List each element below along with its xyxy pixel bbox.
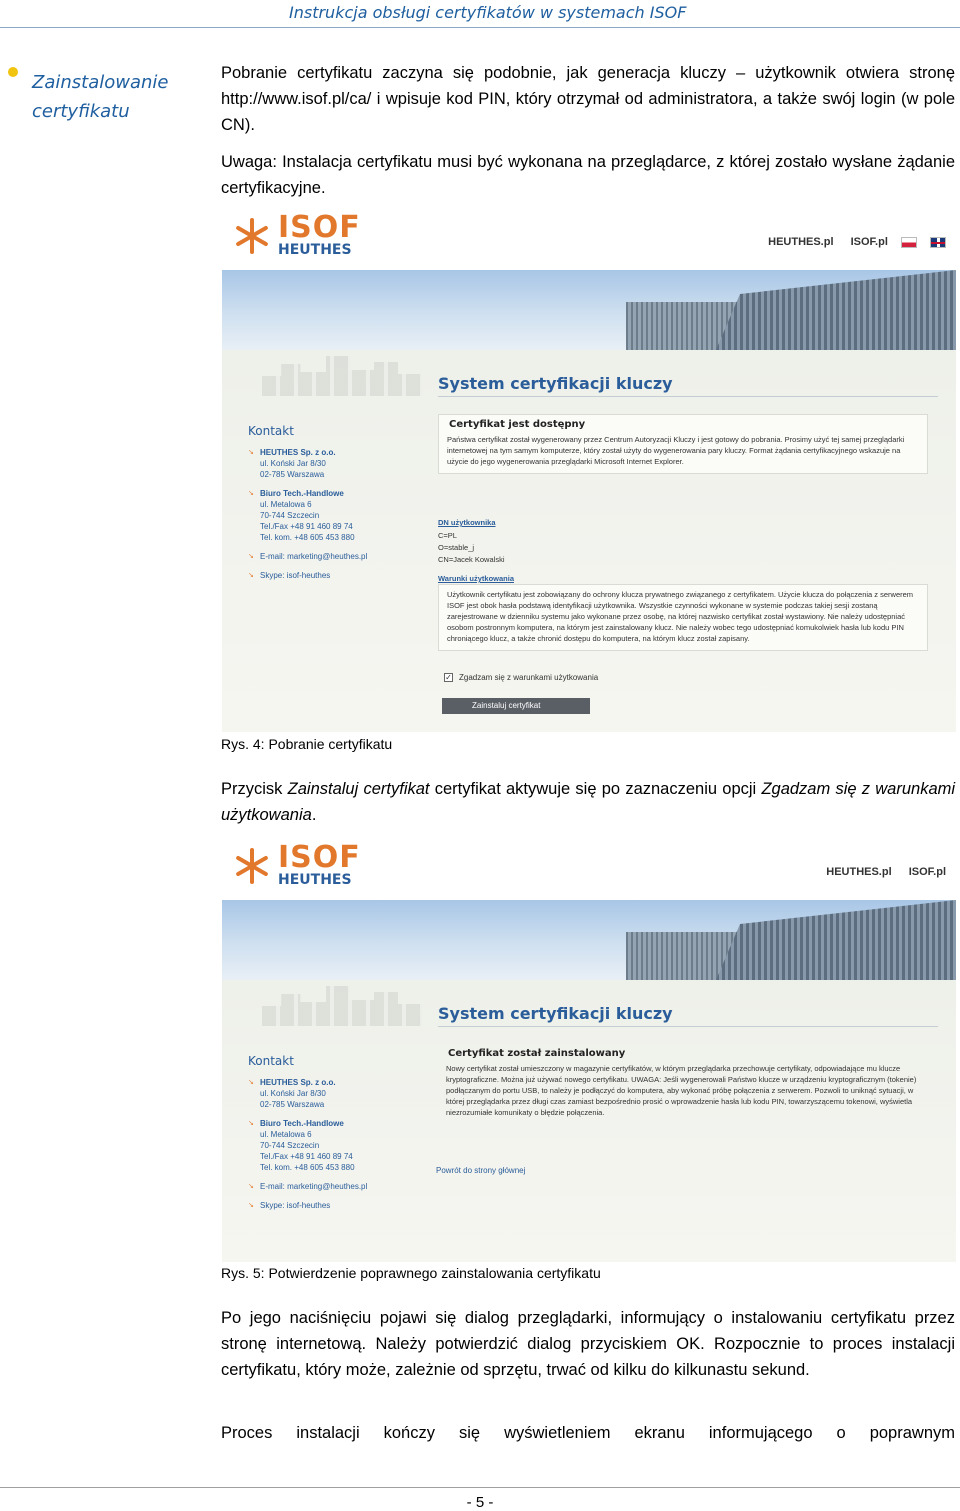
title-divider	[438, 396, 938, 397]
contact-block-office	[248, 1118, 428, 1173]
bullet-icon	[8, 67, 18, 77]
contact-block-hq	[248, 447, 428, 480]
p3-text-3: .	[311, 806, 317, 824]
site-header	[222, 838, 956, 900]
dn-o: O=stable_j	[438, 543, 475, 552]
p3-text-2: certyfikat aktywuje się po zaznaczeniu opcji	[429, 780, 762, 798]
office-tel: Tel./Fax +48 91 460 89 74	[260, 522, 353, 531]
terms-label: Warunki użytkowania	[438, 574, 514, 583]
office-city: 70-744 Szczecin	[260, 511, 320, 520]
header-divider	[0, 27, 960, 28]
p3-text-1: Przycisk	[221, 780, 288, 798]
top-links	[754, 236, 946, 248]
terms-panel	[438, 584, 928, 651]
contact-company: HEUTHES Sp. z o.o.	[260, 448, 336, 457]
terms-checkbox-label: Zgadzam się z warunkami użytkowania	[459, 673, 599, 682]
terms-checkbox-row[interactable]	[444, 673, 598, 682]
link-heuthes[interactable]: HEUTHES.pl	[826, 866, 892, 878]
skyline-decoration	[262, 986, 422, 1026]
install-certificate-button[interactable]: Zainstaluj certyfikat	[442, 698, 590, 714]
office-name: Biuro Tech.-Handlowe	[260, 489, 344, 498]
isof-logo	[232, 210, 361, 258]
figure-5-caption: Rys. 5: Potwierdzenie poprawnego zainstalowania certyfikatu	[221, 1265, 601, 1281]
office-name: Biuro Tech.-Handlowe	[260, 1119, 344, 1128]
link-isof[interactable]: ISOF.pl	[850, 236, 888, 248]
site-content	[222, 350, 956, 732]
contact-skype[interactable]: ↘ Skype: isof-heuthes	[248, 570, 428, 581]
logo-sub-text: HEUTHES	[278, 872, 352, 888]
contact-sidebar	[248, 426, 428, 589]
paragraph-button-info	[221, 776, 955, 828]
panel-text: Państwa certyfikat został wygenerowany przez Centrum Autoryzacji Kluczy i jest gotowy do pobrania. Prosimy użyć tej samej przeglądarki internetowej na tym samym komputerze, który został użyty do wygenerowania pary kluczy. Format żądania certyfikacyjnego wskazuje na użycie do jego wygenerowania przeglądarki Microsoft Internet Explorer.	[447, 435, 905, 466]
contact-block-hq	[248, 1077, 428, 1110]
dn-values	[438, 530, 528, 566]
office-street: ul. Metalowa 6	[260, 500, 312, 509]
contact-skype[interactable]: ↘ Skype: isof-heuthes	[248, 1200, 428, 1211]
site-content	[222, 980, 956, 1262]
contact-sidebar	[248, 1056, 428, 1219]
status-panel	[438, 1044, 928, 1124]
link-isof[interactable]: ISOF.pl	[908, 866, 946, 878]
dn-cn: CN=Jacek Kowalski	[438, 555, 505, 564]
back-to-home-link[interactable]: Powrót do strony głównej	[436, 1166, 526, 1175]
paragraph-dialog-info: Po jego naciśnięciu pojawi się dialog przeglądarki, informujący o instalowaniu certyfikatu przez stronę internetową. Należy potwierdzić dialog przyciskiem OK. Rozpocznie to proces instalacji certyfikatu, który może, zależnie od sprzętu, trwać od kilku do kilkunastu sekund.	[221, 1309, 955, 1379]
paragraph-intro: Pobranie certyfikatu zaczyna się podobnie, jak generacja kluczy – użytkownik otwiera stronę http://www.isof.pl/ca/ i wpisuje kod PIN, który otrzymał od administratora, a także swój login (w pole CN).	[221, 64, 955, 134]
english-flag-icon[interactable]	[930, 237, 946, 248]
link-heuthes[interactable]: HEUTHES.pl	[768, 236, 834, 248]
dn-c: C=PL	[438, 531, 457, 540]
polish-flag-icon[interactable]	[901, 237, 917, 248]
screenshot-certificate-download	[222, 208, 956, 732]
footer-divider	[0, 1487, 960, 1488]
p3-emphasis-button: Zainstaluj certyfikat	[287, 780, 430, 798]
snowflake-logo-icon	[232, 846, 272, 886]
status-panel	[438, 414, 928, 474]
system-title: System certyfikacji kluczy	[438, 374, 673, 393]
contact-street: ul. Koński Jar 8/30	[260, 1089, 326, 1098]
paragraph-process-end: Proces instalacji kończy się wyświetleniem ekranu informującego o poprawnym	[221, 1424, 955, 1442]
contact-block-office	[248, 488, 428, 543]
contact-company: HEUTHES Sp. z o.o.	[260, 1078, 336, 1087]
contact-heading: Kontakt	[248, 1054, 294, 1068]
site-header	[222, 208, 956, 270]
logo-main-text: ISOF	[278, 210, 361, 245]
contact-city: 02-785 Warszawa	[260, 470, 325, 479]
contact-street: ul. Koński Jar 8/30	[260, 459, 326, 468]
dn-label: DN użytkownika	[438, 518, 496, 527]
snowflake-logo-icon	[232, 216, 272, 256]
title-divider	[438, 1026, 938, 1027]
contact-city: 02-785 Warszawa	[260, 1100, 325, 1109]
building-banner-image	[222, 270, 956, 350]
document-header-title: Instrukcja obsługi certyfikatów w systemach ISOF	[289, 3, 687, 22]
contact-email[interactable]: ↘ E-mail: marketing@heuthes.pl	[248, 1181, 428, 1192]
office-city: 70-744 Szczecin	[260, 1141, 320, 1150]
page-number: - 5 -	[466, 1494, 494, 1511]
contact-heading: Kontakt	[248, 424, 294, 438]
terms-checkbox[interactable]: ✓	[445, 673, 452, 682]
top-links	[812, 866, 946, 878]
contact-email[interactable]: ↘ E-mail: marketing@heuthes.pl	[248, 551, 428, 562]
p3-emphasis-option: Zgadzam się z warunkami użytkowania	[221, 780, 956, 824]
office-mobile: Tel. kom. +48 605 453 880	[260, 533, 355, 542]
logo-sub-text: HEUTHES	[278, 242, 352, 258]
skyline-decoration	[262, 356, 422, 396]
office-tel: Tel./Fax +48 91 460 89 74	[260, 1152, 353, 1161]
system-title: System certyfikacji kluczy	[438, 1004, 673, 1023]
figure-4-caption: Rys. 4: Pobranie certyfikatu	[221, 736, 393, 752]
building-banner-image	[222, 900, 956, 980]
office-street: ul. Metalowa 6	[260, 1130, 312, 1139]
terms-text: Użytkownik certyfikatu jest zobowiązany do ochrony klucza prywatnego związanego z certyfikatem. Użycie klucza do połączenia z serwerem ISOF jest obok hasła podstawą identyfikacji użytkownika. Wszystkie czynności wykonane w systemie podczas takiej sesji zostaną zarejestrowane w dzienniku systemu jako wykonane przez osobę, na której nazwisko certyfikat został wystawiony. Nie należy udostępniać osobom postronnym komputera, na którym jest zainstalowany klucz. Nie należy wobec tego udostępniać komukolwiek hasła lub kodu PIN chroniącego klucz, a także chronić dostępu do komputera, na którym klucz został zapisany.	[447, 590, 914, 643]
paragraph-warning: Uwaga: Instalacja certyfikatu musi być wykonana na przeglądarce, z której zostało wysłane żądanie certyfikacyjne.	[221, 153, 955, 197]
panel-text: Nowy certyfikat został umieszczony w magazynie certyfikatów, w którym przeglądarka przechowuje certyfikaty, odpowiadające mu klucze kryptograficzne. Można już używać nowego certyfikatu. UWAGA: Jeśli wygenerowali Państwo klucze w urządzeniu kryptograficznym (tokenie) podłączanym do portu USB, to należy je podłączyć do komputera, aby wykonać próbę połączenia z serwerem. Pozwoli to uniknąć sytuacji, w której przeglądarka przez długi czas zamiast bezpośrednio prosić o wprowadzenie hasła lub kodu PIN, towarzyszącemu tokenowi, wyświetla niezrozumiałe komunikaty o błędzie połączenia.	[446, 1064, 917, 1117]
screenshot-certificate-installed	[222, 838, 956, 1262]
section-title: Zainstalowanie certyfikatu	[32, 72, 169, 122]
office-mobile: Tel. kom. +48 605 453 880	[260, 1163, 355, 1172]
panel-title: Certyfikat jest dostępny	[449, 419, 586, 430]
isof-logo	[232, 840, 361, 888]
logo-main-text: ISOF	[278, 840, 361, 875]
panel-title: Certyfikat został zainstalowany	[448, 1048, 626, 1059]
